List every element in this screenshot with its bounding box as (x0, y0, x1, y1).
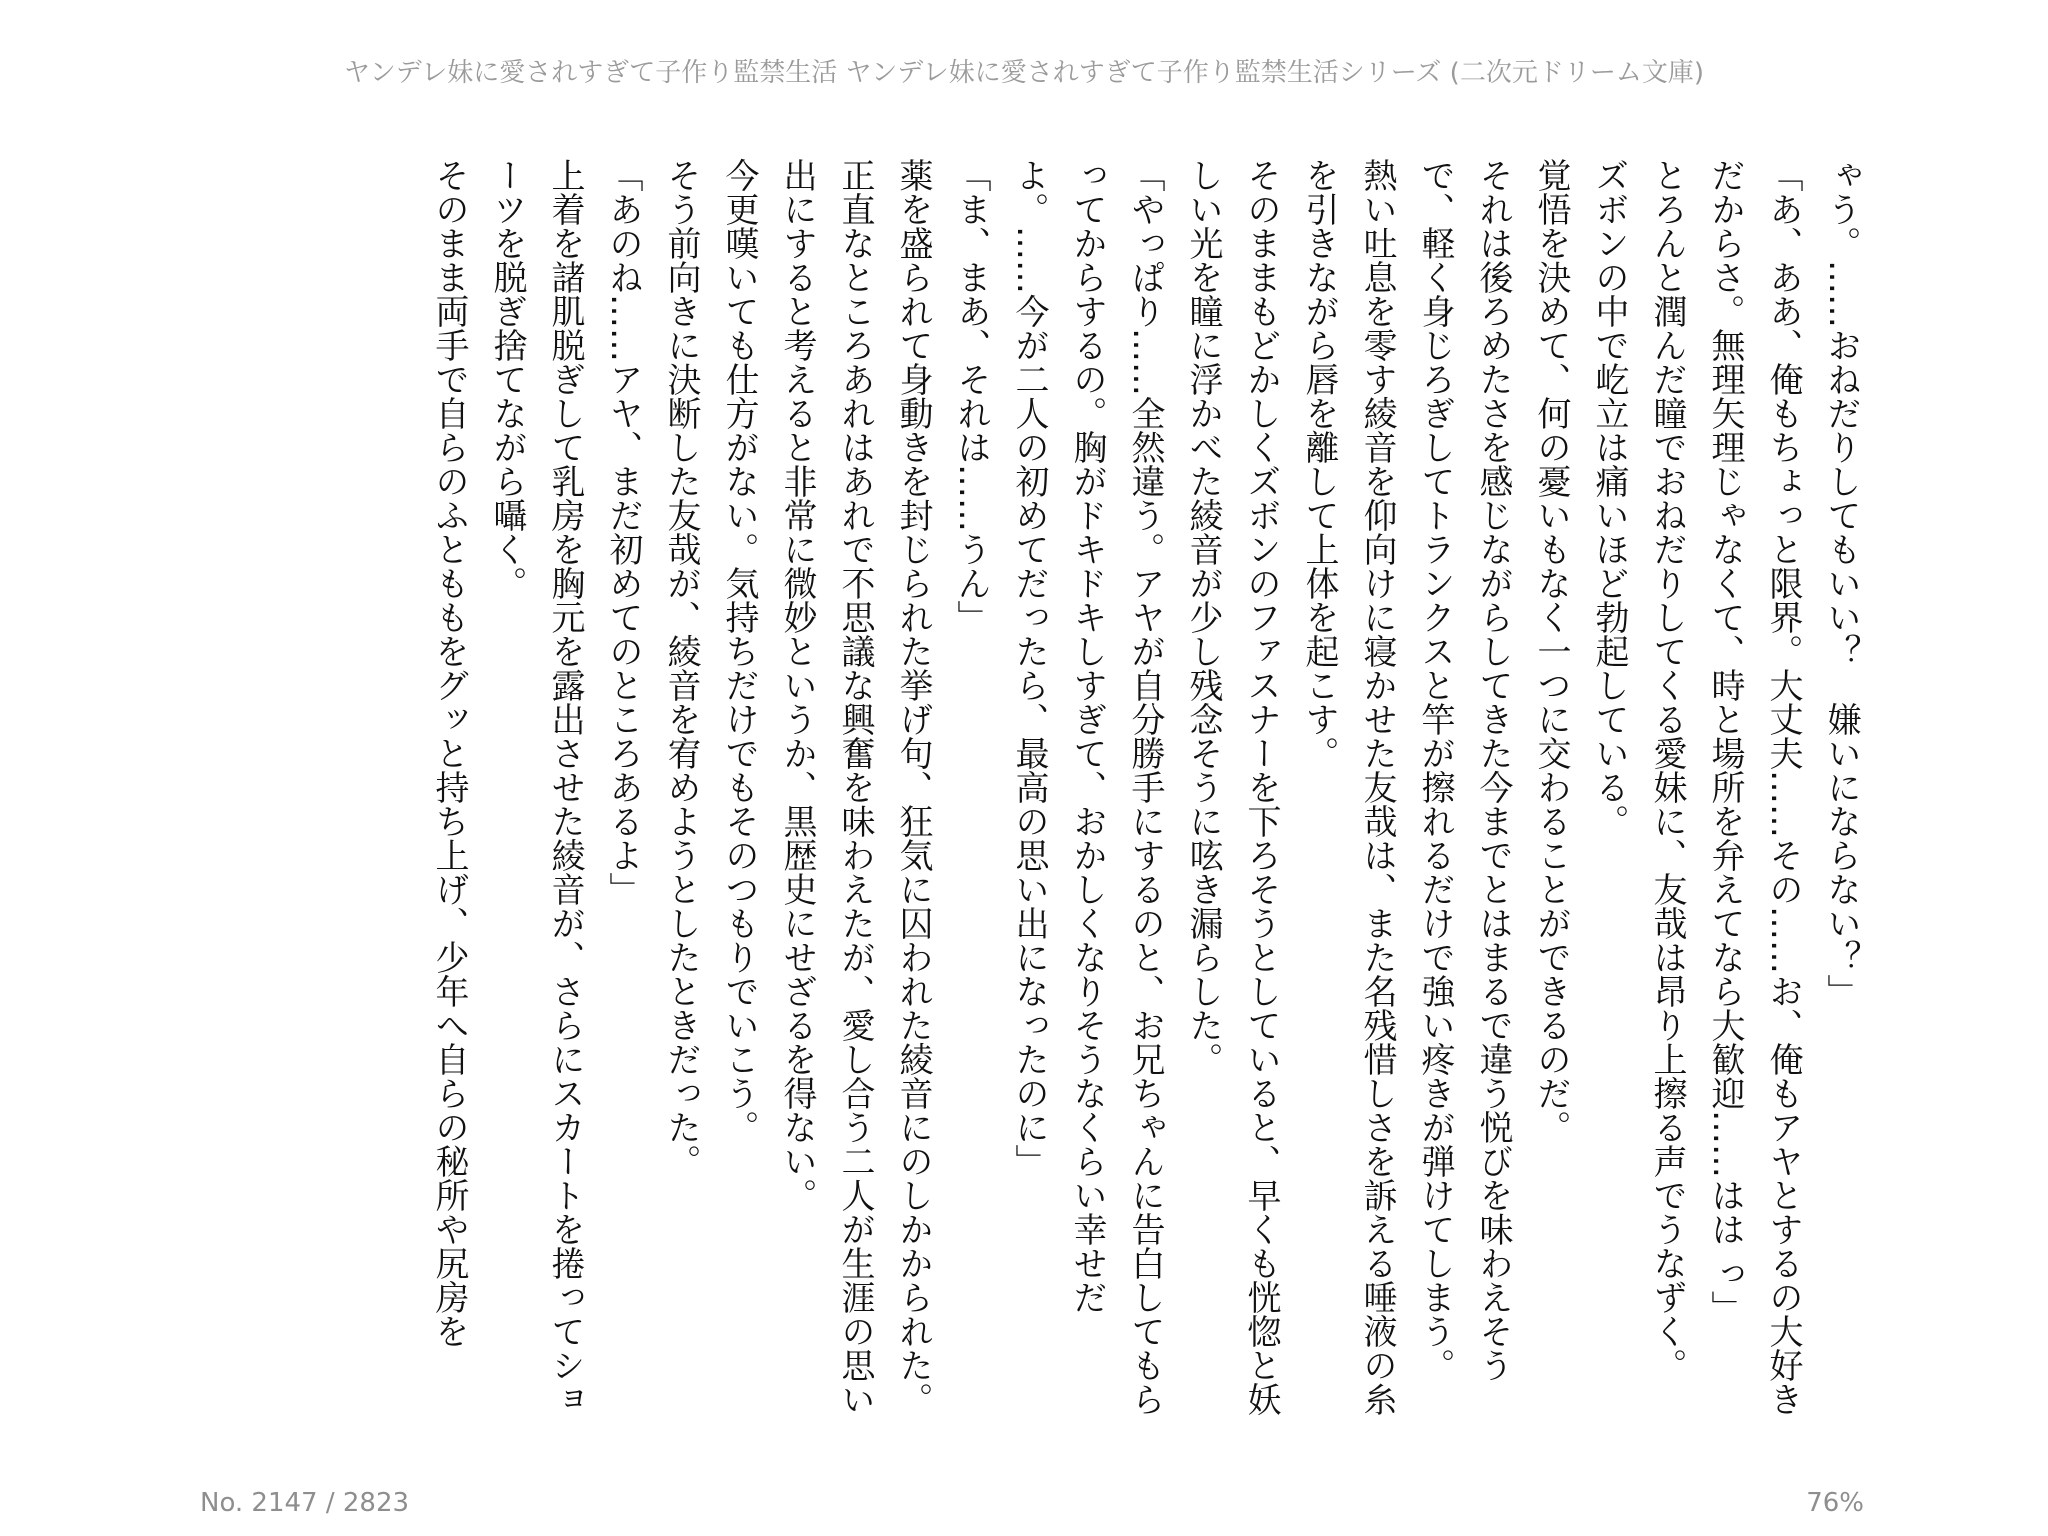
text-line: そのまま両手で自らのふとももをグッと持ち上げ、少年へ自らの秘所や尻房を (429, 158, 469, 1348)
text-line: とろんと潤んだ瞳でおねだりしてくる愛妹に、友哉は昂り上擦る声でうなずく。 (1647, 158, 1687, 1382)
vertical-text-body (230, 158, 1870, 1418)
text-line: 上着を諸肌脱ぎして乳房を胸元を露出させた綾音が、さらにスカートを捲ってショーツを脱ぎ捨てながら囁く。 (487, 158, 585, 1416)
text-line: 薬を盛られて身動きを封じられた挙げ句、狂気に囚われた綾音にのしかかられた。 (893, 158, 933, 1416)
text-line: 「やっぱり……全然違う。アヤが自分勝手にするのと、お兄ちゃんに告白してもらってからするの。胸がドキドキしすぎて、おかしくなりそうなくらい幸せだよ。……今が二人の初めてだったら、最高の思い出になったのに」 (1009, 158, 1165, 1416)
text-line: そう前向きに決断した友哉が、綾音を宥めようとしたときだった。 (661, 158, 701, 1178)
location-indicator: No. 2147 / 2823 (200, 1488, 410, 1518)
book-title: ヤンデレ妹に愛されすぎて子作り監禁生活 ヤンデレ妹に愛されすぎて子作り監禁生活シリーズ (二次元ドリーム文庫) (344, 58, 1704, 88)
progress-percentage: 76% (1806, 1488, 1864, 1518)
text-line: 覚悟を決めて、何の憂いもなく一つに交わることができるのだ。 (1531, 158, 1571, 1144)
text-line: 正直なところあれはあれで不思議な興奮を味わえたが、愛し合う二人が生涯の思い出にすると考えると非常に微妙というか、黒歴史にせざるを得ない。 (777, 158, 875, 1416)
text-line: 「あのね……アヤ、まだ初めてのところあるよ」 (603, 158, 643, 906)
text-line: 熱い吐息を零す綾音を仰向けに寝かせた友哉は、また名残惜しさを訴える唾液の糸を引きながら唇を離して上体を起こす。 (1299, 158, 1397, 1416)
text-line: ゃう。……おねだりしてもいい？ 嫌いにならない？」 (1821, 158, 1861, 1008)
text-line: 今更嘆いても仕方がない。気持ちだけでもそのつもりでいこう。 (719, 158, 759, 1144)
text-line: それは後ろめたさを感じながらしてきた今までとはまるで違う悦びを味わえそうで、軽く身じろぎしてトランクスと竿が擦れるだけで強い疼きが弾けてしまう。 (1415, 158, 1513, 1382)
text-line: 「あ、ああ、俺もちょっと限界。大丈夫……その……お、俺もアヤとするの大好きだからさ。無理矢理じゃなくて、時と場所を弁えてなら大歓迎……はは っ」 (1705, 158, 1803, 1416)
reading-page[interactable] (230, 158, 1870, 1418)
text-line: 「ま、まあ、それは……うん」 (951, 158, 991, 634)
text-line: ズボンの中で屹立は痛いほど勃起している。 (1589, 158, 1629, 838)
text-line: そのままもどかしくズボンのファスナーを下ろそうとしていると、早くも恍惚と妖しい光を瞳に浮かべた綾音が少し残念そうに呟き漏らした。 (1183, 158, 1281, 1416)
